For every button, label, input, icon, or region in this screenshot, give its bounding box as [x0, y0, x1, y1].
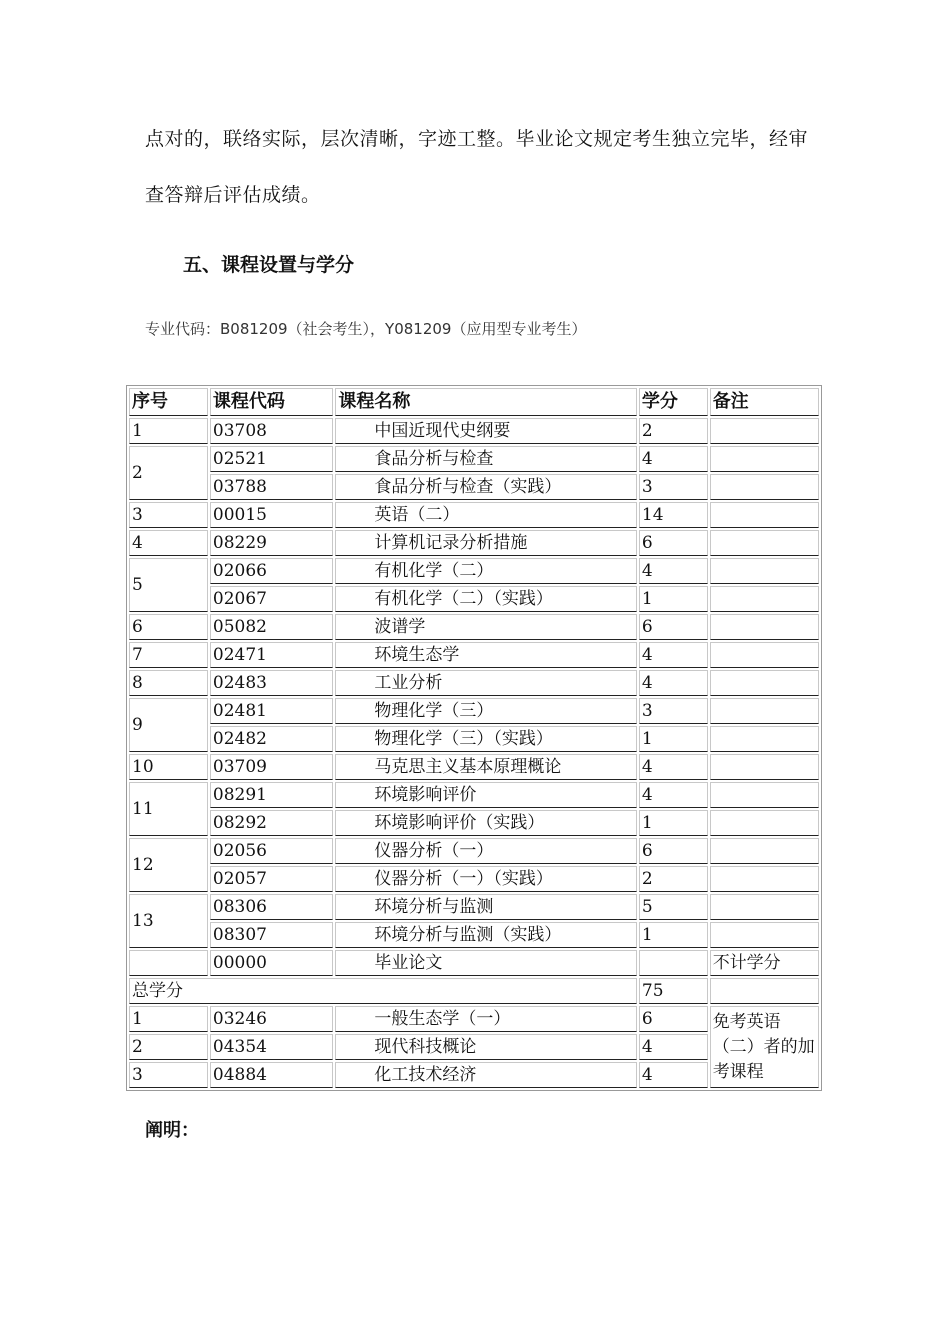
row-credit: 3: [639, 698, 708, 724]
row-no: 9: [129, 698, 208, 752]
section-title: 五、课程设置与学分: [183, 254, 355, 276]
row-name: 有机化学（二）: [335, 558, 637, 584]
row-credit: 6: [639, 1006, 708, 1032]
row-name: 物理化学（三）: [335, 698, 637, 724]
row-name: 一般生态学（一）: [335, 1006, 637, 1032]
row-no: 6: [129, 614, 208, 640]
row-name: 现代科技概论: [335, 1034, 637, 1060]
row-no: [129, 950, 208, 976]
row-name: 食品分析与检查（实践）: [335, 474, 637, 500]
row-name: 中国近现代史纲要: [335, 418, 637, 444]
table-row: [129, 754, 819, 780]
row-remark: [710, 642, 819, 668]
note-label: 阐明：: [145, 1120, 199, 1141]
row-credit: 6: [639, 530, 708, 556]
row-no: 11: [129, 782, 208, 836]
row-code: 08229: [210, 530, 333, 556]
row-no: 7: [129, 642, 208, 668]
row-name: 仪器分析（一）（实践）: [335, 866, 637, 892]
row-name: 环境影响评价: [335, 782, 637, 808]
row-code: 05082: [210, 614, 333, 640]
row-no: 8: [129, 670, 208, 696]
row-remark: [710, 838, 819, 864]
row-remark: [710, 418, 819, 444]
table-row: [129, 418, 819, 444]
row-name: 工业分析: [335, 670, 637, 696]
row-remark: [710, 866, 819, 892]
row-code: 04354: [210, 1034, 333, 1060]
row-remark: [710, 726, 819, 752]
row-credit: 4: [639, 1062, 708, 1088]
row-code: 03788: [210, 474, 333, 500]
table-row: [129, 474, 819, 500]
row-credit: 1: [639, 726, 708, 752]
row-credit: 2: [639, 866, 708, 892]
row-no: 1: [129, 1006, 208, 1032]
header-no: 序号: [129, 388, 208, 416]
row-code: 08291: [210, 782, 333, 808]
table-row: [129, 782, 819, 808]
row-remark: [710, 446, 819, 472]
table-row: [129, 502, 819, 528]
row-no: 10: [129, 754, 208, 780]
table-row: [129, 614, 819, 640]
row-credit: 1: [639, 810, 708, 836]
row-remark: [710, 502, 819, 528]
row-code: 02067: [210, 586, 333, 612]
row-code: 02482: [210, 726, 333, 752]
table-row: [129, 922, 819, 948]
table-row: [129, 446, 819, 472]
row-no: 2: [129, 446, 208, 500]
row-credit: 4: [639, 558, 708, 584]
extra-remark: 免考英语（二）者的加考课程: [710, 1006, 819, 1088]
table-row: [129, 950, 819, 976]
total-remark: [710, 978, 819, 1004]
row-no: 2: [129, 1034, 208, 1060]
row-remark: [710, 670, 819, 696]
row-remark: [710, 586, 819, 612]
row-code: 02521: [210, 446, 333, 472]
row-credit: 1: [639, 922, 708, 948]
header-name: 课程名称: [335, 388, 637, 416]
row-code: 02066: [210, 558, 333, 584]
table-row: [129, 866, 819, 892]
row-credit: 4: [639, 754, 708, 780]
major-code: 专业代码：B081209（社会考生），Y081209（应用型专业考生）: [145, 320, 587, 338]
row-name: 仪器分析（一）: [335, 838, 637, 864]
row-code: 03709: [210, 754, 333, 780]
table-row: [129, 670, 819, 696]
row-code: 03246: [210, 1006, 333, 1032]
header-remark: 备注: [710, 388, 819, 416]
row-code: 02483: [210, 670, 333, 696]
row-name: 物理化学（三）（实践）: [335, 726, 637, 752]
table-row: [129, 726, 819, 752]
row-name: 毕业论文: [335, 950, 637, 976]
table-row: [129, 810, 819, 836]
intro-line-1: 点对的，联络实际，层次清晰，字迹工整。毕业论文规定考生独立完毕，经审: [145, 128, 809, 150]
total-value: 75: [639, 978, 708, 1004]
row-credit: 14: [639, 502, 708, 528]
row-code: 08292: [210, 810, 333, 836]
row-no: 5: [129, 558, 208, 612]
row-remark: [710, 558, 819, 584]
row-remark: [710, 530, 819, 556]
row-remark: [710, 810, 819, 836]
row-remark: [710, 698, 819, 724]
row-code: 08306: [210, 894, 333, 920]
row-code: 02471: [210, 642, 333, 668]
row-no: 4: [129, 530, 208, 556]
table-row: [129, 530, 819, 556]
course-table: [126, 385, 822, 1091]
header-code: 课程代码: [210, 388, 333, 416]
row-remark: [710, 474, 819, 500]
row-credit: 2: [639, 418, 708, 444]
row-code: 02056: [210, 838, 333, 864]
row-name: 英语（二）: [335, 502, 637, 528]
row-name: 环境生态学: [335, 642, 637, 668]
row-name: 环境影响评价（实践）: [335, 810, 637, 836]
row-credit: 5: [639, 894, 708, 920]
row-credit: 6: [639, 614, 708, 640]
row-credit: 4: [639, 782, 708, 808]
row-credit: 4: [639, 670, 708, 696]
row-code: 02057: [210, 866, 333, 892]
row-code: 04884: [210, 1062, 333, 1088]
row-no: 3: [129, 1062, 208, 1088]
row-code: 08307: [210, 922, 333, 948]
table-row: [129, 558, 819, 584]
table-row: [129, 838, 819, 864]
header-credit: 学分: [639, 388, 708, 416]
row-credit: 6: [639, 838, 708, 864]
table-row: [129, 642, 819, 668]
row-no: 3: [129, 502, 208, 528]
row-no: 12: [129, 838, 208, 892]
row-code: 02481: [210, 698, 333, 724]
table-header-row: [129, 388, 819, 416]
extra-row: [129, 1006, 819, 1032]
row-credit: 4: [639, 446, 708, 472]
row-remark: 不计学分: [710, 950, 819, 976]
row-remark: [710, 782, 819, 808]
row-code: 03708: [210, 418, 333, 444]
row-no: 13: [129, 894, 208, 948]
row-code: 00015: [210, 502, 333, 528]
row-code: 00000: [210, 950, 333, 976]
table-row: [129, 894, 819, 920]
row-credit: 4: [639, 1034, 708, 1060]
row-credit: 4: [639, 642, 708, 668]
row-name: 食品分析与检查: [335, 446, 637, 472]
row-name: 计算机记录分析措施: [335, 530, 637, 556]
row-name: 环境分析与监测: [335, 894, 637, 920]
total-row: [129, 978, 819, 1004]
row-name: 马克思主义基本原理概论: [335, 754, 637, 780]
row-credit: 3: [639, 474, 708, 500]
row-name: 有机化学（二）（实践）: [335, 586, 637, 612]
row-name: 波谱学: [335, 614, 637, 640]
row-remark: [710, 614, 819, 640]
intro-line-2: 查答辩后评估成绩。: [145, 184, 321, 206]
row-remark: [710, 754, 819, 780]
row-credit: 1: [639, 586, 708, 612]
table-row: [129, 586, 819, 612]
total-label: 总学分: [129, 978, 637, 1004]
row-credit: [639, 950, 708, 976]
row-remark: [710, 894, 819, 920]
row-name: 化工技术经济: [335, 1062, 637, 1088]
row-no: 1: [129, 418, 208, 444]
row-name: 环境分析与监测（实践）: [335, 922, 637, 948]
table-row: [129, 698, 819, 724]
row-remark: [710, 922, 819, 948]
